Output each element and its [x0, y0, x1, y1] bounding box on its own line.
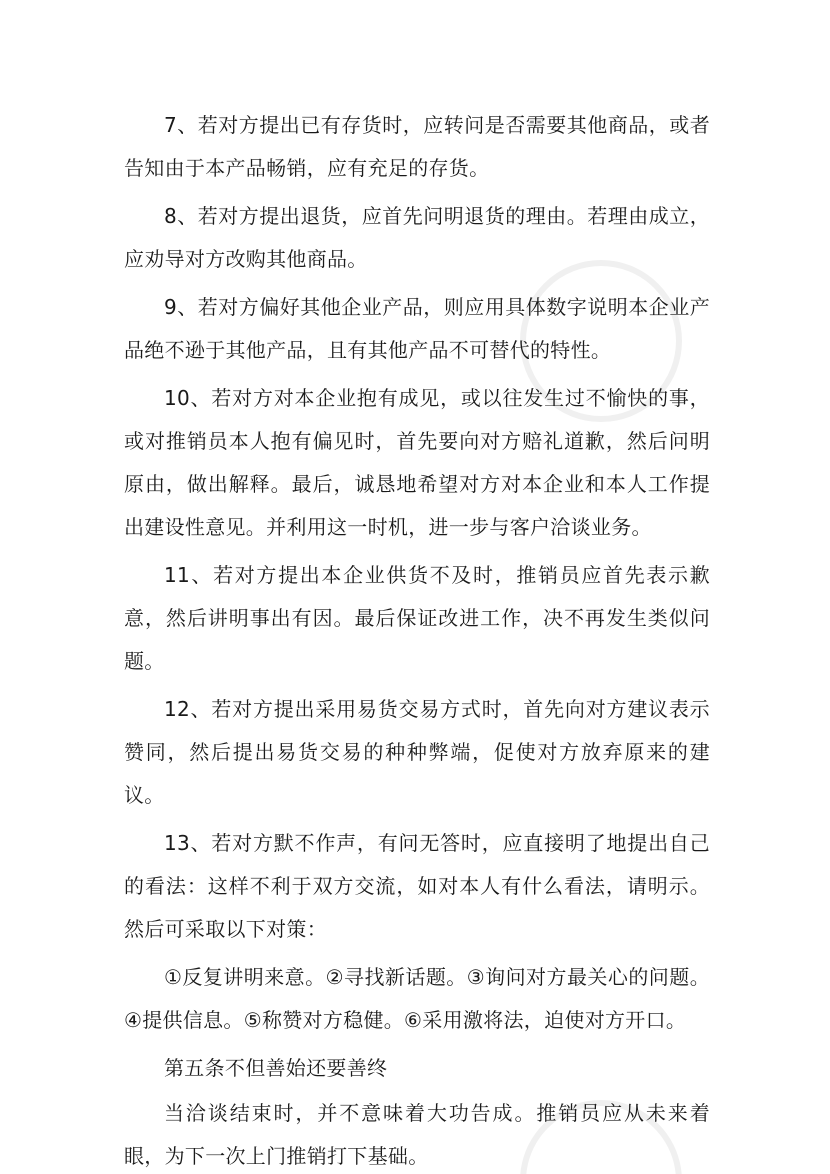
paragraph-item-10: 10、若对方对本企业抱有成见，或以往发生过不愉快的事，或对推销员本人抱有偏见时，首先要向对方赔礼道歉，然后问明原由，做出解释。最后，诚恳地希望对方对本企业和本人工作提出建设性意见。并利用这一时机，进一步与客户洽谈业务。	[124, 386, 710, 539]
paragraph-item-7: 7、若对方提出已有存货时，应转问是否需要其他商品，或者告知由于本产品畅销，应有充足的存货。	[124, 113, 710, 180]
paragraph-item-12: 12、若对方提出采用易货交易方式时，首先向对方建议表示赞同，然后提出易货交易的种种弊端，促使对方放弃原来的建议。	[124, 697, 710, 807]
section-heading: 第五条不但善始还要善终	[164, 1056, 388, 1080]
paragraph-item-11: 11、若对方提出本企业供货不及时，推销员应首先表示歉意，然后讲明事出有因。最后保证改进工作，决不再发生类似问题。	[124, 563, 710, 673]
paragraph-item-8: 8、若对方提出退货，应首先问明退货的理由。若理由成立，应劝导对方改购其他商品。	[124, 204, 710, 271]
paragraph-closing: 当洽谈结束时，并不意味着大功告成。推销员应从未来着眼，为下一次上门推销打下基础。	[124, 1101, 710, 1168]
document-body	[124, 104, 710, 1174]
paragraph-countermeasures: ①反复讲明来意。②寻找新话题。③询问对方最关心的问题。④提供信息。⑤称赞对方稳健。⑥采用激将法，迫使对方开口。	[124, 965, 710, 1032]
paragraph-item-13: 13、若对方默不作声，有问无答时，应直接明了地提出自己的看法：这样不利于双方交流，如对本人有什么看法，请明示。然后可采取以下对策：	[124, 831, 710, 941]
paragraph-item-9: 9、若对方偏好其他企业产品，则应用具体数字说明本企业产品绝不逊于其他产品，且有其他产品不可替代的特性。	[124, 295, 710, 362]
